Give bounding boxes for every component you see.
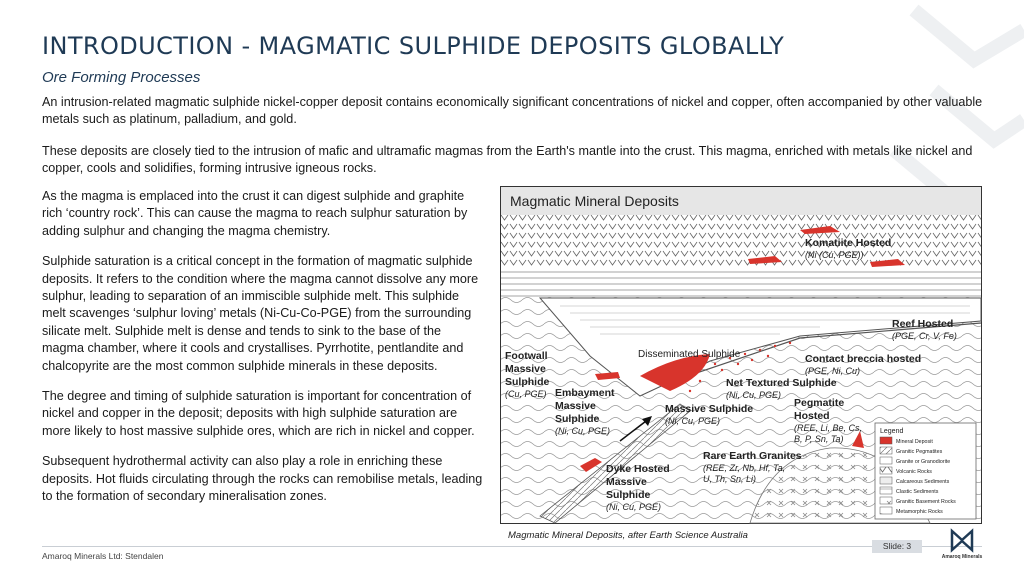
magmatic-deposits-diagram xyxy=(500,186,982,524)
label-reef: Reef Hosted xyxy=(892,318,954,330)
legend-item-calcareous: Calcareous Sediments xyxy=(896,479,950,485)
page-title: INTRODUCTION - MAGMATIC SULPHIDE DEPOSITS GLOBALLY xyxy=(42,32,785,60)
legend-title: Legend xyxy=(880,428,904,435)
label-pegmatite-metals-1: (REE, Li, Be, Cs, xyxy=(794,423,863,433)
mantle-paragraph: These deposits are closely tied to the intrusion of mafic and ultramafic magmas from the Earth's mantle into the crust. This magma, enriched with metals like nickel and copper, cools and solidifies, forming intrusive igneous rocks. xyxy=(42,144,973,175)
volcanic-layer xyxy=(501,215,981,267)
figure-caption: Magmatic Mineral Deposits, after Earth Science Australia xyxy=(508,530,748,541)
label-contact: Contact breccia hosted xyxy=(805,353,922,365)
label-pegmatite-metals-2: B, P, Sn, Ta) xyxy=(794,434,844,444)
diagram-legend xyxy=(875,423,976,519)
label-footwall-metals: (Cu, PGE) xyxy=(505,389,547,399)
label-komatiite: Komatiite Hosted xyxy=(805,237,892,249)
slide-number-badge: Slide: 3 xyxy=(872,540,922,553)
intro-paragraph: An intrusion-related magmatic sulphide nickel-copper deposit contains economically significant concentrations of nickel and copper, often accompanied by other valuable metals such as platinum, palladium, and gold. xyxy=(42,95,983,126)
label-komatiite-metals: (Ni (Cu, PGE)) xyxy=(805,250,864,260)
label-net-textured: Net Textured Sulphide xyxy=(726,377,837,389)
label-net-metals: (Ni, Cu, PGE) xyxy=(726,390,782,400)
label-embayment-2: Massive xyxy=(555,400,596,412)
legend-item-granitic-basement: Granitic Basement Rocks xyxy=(896,499,956,505)
label-rare-earth-metals-2: U, Th, Sn, Li) xyxy=(703,474,757,484)
legend-item-mineral-deposit: Mineral Deposit xyxy=(896,439,933,445)
section-subtitle: Ore Forming Processes xyxy=(42,69,201,86)
label-embayment-3: Sulphide xyxy=(555,413,600,425)
label-massive-metals: (Ni, Cu, PGE) xyxy=(665,416,721,426)
label-footwall-1: Footwall xyxy=(505,350,548,362)
legend-item-granitic-pegmatites: Granitic Pegmatites xyxy=(896,449,943,455)
label-embayment-1: Embayment xyxy=(555,387,615,399)
label-footwall-2: Massive xyxy=(505,363,546,375)
label-dyke-1: Dyke Hosted xyxy=(606,463,670,475)
logo-text: Amaroq Minerals xyxy=(941,554,983,560)
label-dyke-3: Sulphide xyxy=(606,489,651,501)
label-pegmatite-1: Pegmatite xyxy=(794,397,845,409)
legend-item-volcanic: Volcanic Rocks xyxy=(896,469,932,475)
amaroq-logo-icon xyxy=(938,528,986,554)
label-disseminated: Disseminated Sulphide xyxy=(638,349,741,360)
legend-item-clastic: Clastic Sediments xyxy=(896,489,939,495)
left-text-column xyxy=(42,188,484,519)
label-contact-metals: (PGE, Ni, Cu) xyxy=(805,366,861,376)
label-dyke-2: Massive xyxy=(606,476,647,488)
footer-company: Amaroq Minerals Ltd: Stendalen xyxy=(42,551,164,561)
company-logo xyxy=(938,528,986,564)
legend-item-granite: Granite or Granodiorite xyxy=(896,459,951,465)
label-pegmatite-2: Hosted xyxy=(794,410,830,422)
diagram-heading: Magmatic Mineral Deposits xyxy=(510,193,679,209)
legend-item-metamorphic: Metamorphic Rocks xyxy=(896,509,943,515)
hydrothermal-paragraph: Subsequent hydrothermal activity can also play a role in enriching these deposits. Hot fluids circulating through the rocks can remobilise metals, leading to the formation of secondary mineralisation zones. xyxy=(42,454,483,504)
label-reef-metals: (PGE, Cr, V, Fe) xyxy=(892,331,957,341)
saturation-paragraph: Sulphide saturation is a critical concept in the formation of magmatic sulphide deposits. It refers to the condition where the magma cannot dissolve any more sulphur, leading to separation of an immiscible sulphide melt. This sulphide melt scavenges ‘sulphur loving’ metals (Ni-Cu-Co-PGE) from the surrounding silicate melt. Sulphide melt is dense and tends to sink to the base of the magma chamber, where it cools and crystallises. Pyrrhotite, pentlandite and chalcopyrite are the most common sulphide minerals in these deposits. xyxy=(42,254,479,373)
degree-timing-paragraph: The degree and timing of sulphide saturation is important for concentration of nickel and copper in the deposit; deposits with high sulphide saturation are more likely to host massive sulphide ores, which are rich in nickel and copper. xyxy=(42,389,475,438)
label-footwall-3: Sulphide xyxy=(505,376,550,388)
label-rare-earth-metals-1: (REE, Zr, Nb, Hf, Ta, xyxy=(703,463,786,473)
label-dyke-metals: (Ni, Cu, PGE) xyxy=(606,502,662,512)
label-embayment-metals: (Ni, Cu, PGE) xyxy=(555,426,611,436)
country-rock-paragraph: As the magma is emplaced into the crust it can digest sulphide and graphite rich ‘country rock’. This can cause the magma to reach sulphur saturation by adding sulphur and changing the magma chemistry. xyxy=(42,189,468,238)
label-rare-earth: Rare Earth Granites xyxy=(703,450,802,462)
footer-divider xyxy=(42,546,982,547)
sediment-layer xyxy=(501,267,981,297)
label-massive: Massive Sulphide xyxy=(665,403,754,415)
